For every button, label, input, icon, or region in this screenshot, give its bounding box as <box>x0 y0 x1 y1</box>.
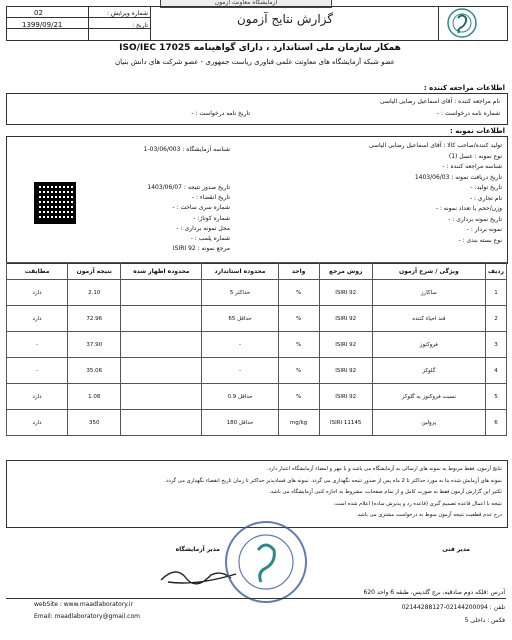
top-strip: آزمایشگاه معاونت آزمون <box>160 0 332 8</box>
footer-address: آدرس :قلکه دوم صادقیه، برج گلدیس، طبقه 6 واحد 620 <box>363 589 505 596</box>
lab-logo <box>447 7 477 39</box>
table-cell: 2 <box>485 306 506 332</box>
table-cell: % <box>278 280 319 306</box>
table-cell: ساکارز <box>372 280 485 306</box>
note-item: نتایج آزمون، فقط مربوط به نمونه های ارسالی به آزمایشگاه می باشد و با مهر و امضاء آزمایشگاه اعتبار دارد. <box>266 466 502 472</box>
table-cell: پرولین <box>372 410 485 436</box>
lab-id: شناسه آزمایشگاه : 03/06/003-1 <box>143 146 230 153</box>
table-cell <box>121 384 202 410</box>
table-cell: 2.10 <box>68 280 121 306</box>
sample-line: مرجع نمونه : ISIRI 92 <box>172 245 230 253</box>
sample-line: شماره پلمب : - <box>190 235 230 243</box>
table-cell: 35.06 <box>68 358 121 384</box>
sample-line: تاریخ تولید: - <box>470 184 502 191</box>
sample-line: نوع نمونه : عسل (1) <box>448 152 502 160</box>
col-header: ردیف <box>485 263 506 280</box>
table-cell: 350 <box>68 410 121 436</box>
table-cell: حداقل 65 <box>202 306 278 332</box>
sample-line: نمونه بردار : - <box>466 226 502 233</box>
sample-line: محل نمونه برداری : - <box>176 224 230 232</box>
table-cell: ISIRI 92 <box>319 332 372 358</box>
table-cell <box>121 332 202 358</box>
revision-value: 02 <box>34 9 43 17</box>
table-cell: گلوکز <box>372 358 485 384</box>
table-cell: قند احیاء کننده <box>372 306 485 332</box>
col-header: نتیجه آزمون <box>68 263 121 280</box>
date-value: 1399/09/21 <box>22 21 63 29</box>
table-cell: نسبت فروکتوز به گلوکز <box>372 384 485 410</box>
qr-code <box>34 182 76 224</box>
sample-left-col <box>90 183 230 254</box>
revision-label: شماره ویرایش : <box>106 10 148 17</box>
sample-line: نوع بسته بندی : - <box>458 236 502 244</box>
table-cell: mg/kg <box>278 410 319 436</box>
header-line2: عضو شبکه آزمایشگاه های معاونت علمی فناوری ریاست جمهوری - عضو شرکت های دانش بنیان <box>115 58 395 66</box>
sample-line: شماره کوتاژ: - <box>193 214 230 222</box>
table-cell: ISIRI 92 <box>319 306 372 332</box>
sample-section-title: اطلاعات نمونه : <box>449 127 505 135</box>
table-cell: % <box>278 332 319 358</box>
sample-line: شماره سری ساخت : - <box>172 204 230 212</box>
table-cell: حداکثر 5 <box>202 280 278 306</box>
table-cell: فروکتوز <box>372 332 485 358</box>
table-row <box>7 280 507 306</box>
table-cell: دارد <box>7 306 68 332</box>
note-item: تکثیر این گزارش آزمون فقط به صورت کامل و از تمام صفحات، مشروط به اجازه کتبی آزمایشگاه می باشد. <box>269 489 502 496</box>
note-item: درج عدم قطعیت نتیجه آزمون منوط به درخواست مشتری می باشد. <box>356 512 502 519</box>
referrer-name: نام مراجعه کننده : آقای اسماعیل رضایی الیاسی <box>379 98 500 105</box>
sample-line: وزن/حجم یا تعداد نمونه : - <box>435 205 502 212</box>
sample-line: تولید کننده/صاحب کالا : آقای اسماعیل رضایی الیاسی <box>369 142 502 149</box>
table-cell: - <box>7 332 68 358</box>
referrer-section-title: اطلاعات مراجعه کننده : <box>423 84 505 92</box>
table-cell: 37.90 <box>68 332 121 358</box>
footer-email: Email: maadlaboratory@gmail.com <box>34 613 140 620</box>
sample-line: تاریخ دریافت نمونه : 1403/06/03 <box>414 173 502 181</box>
table-cell: - <box>202 332 278 358</box>
table-row <box>7 384 507 410</box>
table-row <box>7 306 507 332</box>
table-cell: دارد <box>7 410 68 436</box>
col-header: روش مرجع <box>319 263 372 280</box>
table-cell: دارد <box>7 384 68 410</box>
request-number: شماره نامه درخواست : - <box>436 110 500 117</box>
table-cell: - <box>7 358 68 384</box>
table-cell: دارد <box>7 280 68 306</box>
table-cell: ISIRI 92 <box>319 280 372 306</box>
table-cell: حداقل 0.9 <box>202 384 278 410</box>
note-item: نمونه های آزمایش شده بنا به مورد حداکثر تا 2 ماه پس از صدور نتیجه نگهداری می گردد. نمونه های فسادپذیر حداکثر تا زمان تاریخ انقضاء نگهداری می گردد. <box>164 477 502 484</box>
table-cell: % <box>278 306 319 332</box>
table-cell: % <box>278 384 319 410</box>
header-line1: همکار سازمان ملی استاندارد ، دارای گواهینامه ISO/IEC 17025 <box>119 43 401 53</box>
table-cell: 3 <box>485 332 506 358</box>
footer-website: webSite : www.maadlaboratory.ir <box>34 601 134 608</box>
sample-line: نام تجاری : - <box>469 194 502 202</box>
table-row <box>7 358 507 384</box>
date-label: تاریخ : <box>132 22 148 29</box>
sample-line: تاریخ نمونه برداری : - <box>448 215 502 223</box>
results-table <box>6 262 507 436</box>
technical-manager-label: مدیر فنی <box>442 546 470 553</box>
table-cell: ISIRI 92 <box>319 358 372 384</box>
sample-line: شناسه مراجعه کننده : - <box>442 163 502 170</box>
note-item: نتیجه با اعمال قاعده تصمیم گیری (قاعده رد و پذیرش ساده) اعلام شده است. <box>333 500 502 507</box>
table-cell: 5 <box>485 384 506 410</box>
table-cell: حداقل 180 <box>202 410 278 436</box>
table-cell: ISIRI 92 <box>319 384 372 410</box>
table-cell: - <box>202 358 278 384</box>
col-header: ویژگی / شرح آزمون <box>372 263 485 280</box>
table-cell: 1 <box>485 280 506 306</box>
footer-phone: تلفن : 02144200094-02144288127 <box>401 604 505 611</box>
col-header: محدوده استاندارد <box>202 263 278 280</box>
col-header: مطابقت <box>7 263 68 280</box>
lab-manager-label: مدیر آزمایشگاه <box>175 546 220 553</box>
table-cell: 1.08 <box>68 384 121 410</box>
notes-list <box>10 464 502 522</box>
table-header-row <box>7 263 507 280</box>
table-row <box>7 332 507 358</box>
table-cell: % <box>278 358 319 384</box>
table-cell: 4 <box>485 358 506 384</box>
col-header: محدوده اظهار شده <box>121 263 202 280</box>
table-cell: 6 <box>485 410 506 436</box>
footer-fax: فکس : داخلی 5 <box>464 617 505 624</box>
col-header: واحد <box>278 263 319 280</box>
sample-right-col <box>230 141 502 246</box>
table-row <box>7 410 507 436</box>
table-cell <box>121 410 202 436</box>
sample-line: تاریخ انقضاء : - <box>191 194 230 202</box>
request-date: تاریخ نامه درخواست : - <box>191 110 250 117</box>
table-cell <box>121 306 202 332</box>
table-cell: ISIRI 11145 <box>319 410 372 436</box>
page-title: گزارش نتایج آزمون <box>236 12 333 26</box>
sample-line: تاریخ صدور نتیجه : 1403/06/07 <box>147 184 230 191</box>
table-cell: 72.96 <box>68 306 121 332</box>
table-cell <box>121 358 202 384</box>
table-cell <box>121 280 202 306</box>
